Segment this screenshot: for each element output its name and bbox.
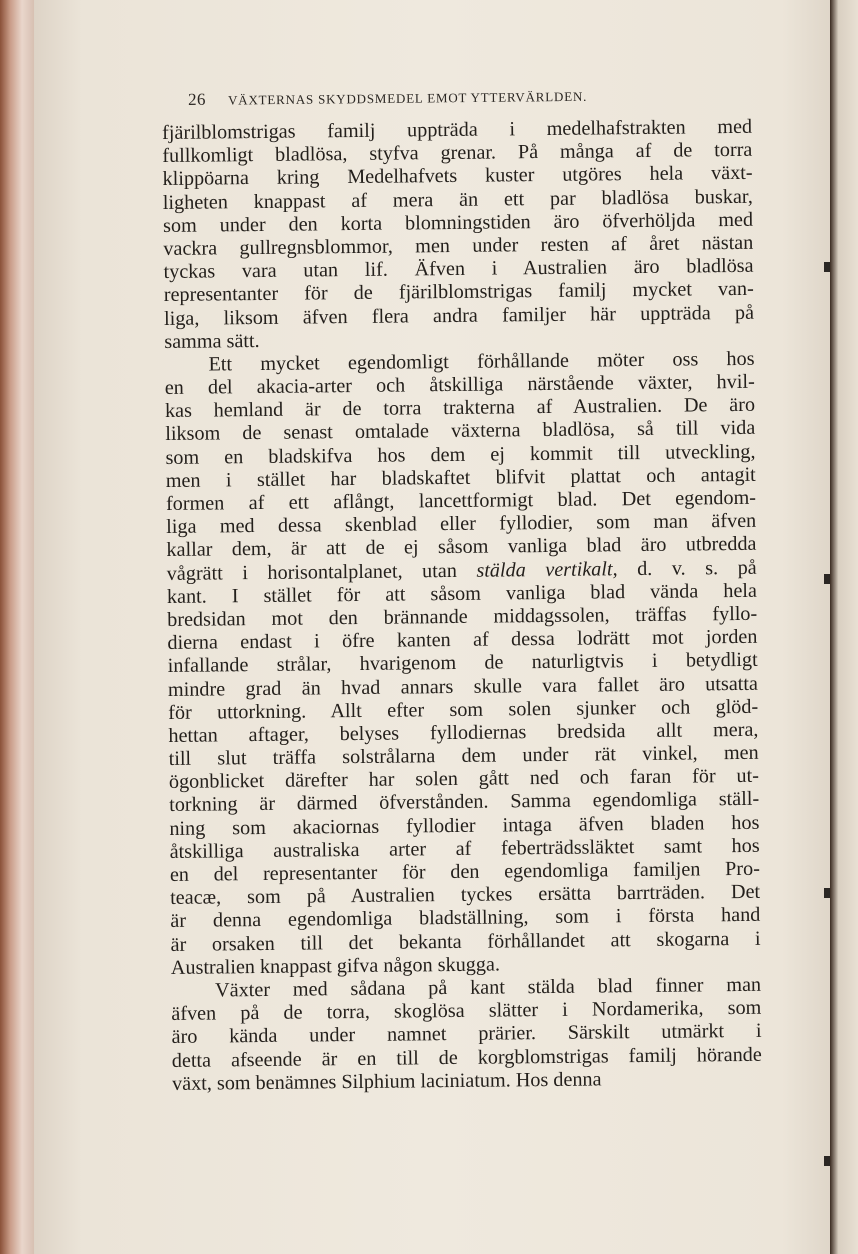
text-line-content: formen af ett aflångt, lancettformigt blad. Det egendom-	[165, 486, 757, 515]
text-line-content: hettan aftager, belyses fyllodiernas bredsida allt mera,	[168, 718, 759, 747]
text-line-content: fullkomligt bladlösa, styfva grenar. På många af de torra	[162, 139, 753, 168]
text-line-content: en del akacia-arter och åtskilliga närstående växter, hvil-	[164, 370, 755, 400]
text-line-content: representanter för de fjärilblomstrigas familj mycket van-	[163, 278, 754, 307]
text-line-content: Ett mycket egendomligt förhållande möter oss hos	[208, 347, 755, 376]
text-line-content: men i stället har bladskaftet blifvit plattat och antagit	[165, 463, 756, 492]
text-line-content: för uttorkning. Allt efter som solen sjunker och glöd-	[168, 695, 759, 724]
page-right-edge	[830, 0, 858, 1254]
book-spine-edge	[0, 0, 34, 1254]
text-line-content: som en bladskifva hos dem ej kommit till utveckling,	[165, 440, 756, 469]
text-line-content: samma sätt.	[164, 329, 260, 353]
text-line-content: kallar dem, är att de ej såsom vanliga blad äro utbredda	[166, 533, 757, 562]
text-line-content: liga med dessa skenblad eller fyllodier, som man äfven	[166, 509, 757, 539]
page-number: 26	[188, 89, 207, 109]
text-line-content: som under den korta blomningstiden äro öfverhöljda med	[162, 208, 754, 237]
text-line-content: klippöarna kring Medelhafvets kuster utgöres hela växt-	[162, 162, 753, 191]
text-line-content: detta afseende är en till de korgblomstrigas familj hörande	[171, 1043, 762, 1072]
margin-mark	[824, 888, 830, 898]
text-line-content: infallande strålar, hvarigenom de naturligtvis i betydligt	[167, 649, 758, 678]
text-line-content: teacæ, som på Australien tyckes ersätta barrträden. Det	[170, 880, 761, 910]
text-line-content: äro kända under namnet prärier. Särskilt utmärkt i	[171, 1020, 762, 1049]
text-line-content: fjärilblomstrigas familj uppträda i medelhafstrakten med	[162, 115, 753, 144]
text-line-content: ögonblicket därefter har solen gått ned och faran för ut-	[168, 765, 759, 794]
text-line-content: kas hemland är de torra trakterna af Australien. De äro	[164, 394, 756, 423]
margin-mark	[824, 574, 830, 584]
text-line-content: åtskilliga australiska arter af feberträdssläktet samt hos	[169, 834, 760, 863]
text-line-content: bredsidan mot den brännande middagssolen, träffas fyllo-	[167, 602, 758, 631]
running-title: VÄXTERNAS SKYDDSMEDEL EMOT YTTERVÄRLDEN.	[227, 88, 588, 108]
text-line-content: är orsaken till det bekanta förhållandet att skogarna i	[170, 927, 761, 956]
text-line-content: kant. I stället för att såsom vanliga blad vända hela	[166, 579, 758, 608]
text-line-content: en del representanter för den egendomliga familjen Pro-	[169, 857, 760, 886]
text-line-content: torkning är därmed öfverstånden. Samma egendomliga ställ-	[169, 788, 760, 817]
text-line-content: mindre grad än hvad annars skulle vara fallet äro utsatta	[167, 672, 759, 701]
margin-mark	[824, 262, 830, 272]
text-line-content: äfven på de torra, skoglösa slätter i Nordamerika, som	[171, 996, 762, 1026]
text-line-content: Australien knappast gifva någon skugga.	[170, 953, 501, 979]
text-line-content: vågrätt i horisontalplanet, utan	[166, 559, 477, 585]
text-line-content: ning som akaciornas fyllodier intaga äfven bladen hos	[169, 811, 760, 840]
body-text	[162, 116, 762, 1096]
text-line-content: till slut träffa solstrålarna dem under rät vinkel, men	[168, 741, 759, 771]
italic-emphasis: stälda vertikalt,	[476, 557, 618, 582]
text-line-content: ligheten knappast af mera än ett par bladlösa buskar,	[162, 185, 753, 214]
text-line-content: dierna endast i öfre kanten af dessa lodrätt mot jorden	[167, 625, 758, 655]
text-line-content: tyckas vara utan lif. Äfven i Australien äro bladlösa	[163, 254, 754, 284]
text-line-content: liksom de senast omtalade växterna bladlösa, så till vida	[165, 417, 756, 446]
text-line-tail: d. v. s. på	[617, 556, 757, 580]
text-line-content: Växter med sådana på kant stälda blad finner man	[214, 973, 762, 1002]
text-line-content: vackra gullregnsblommor, men under resten af året nästan	[163, 231, 754, 260]
text-line-content: liga, liksom äfven flera andra familjer här uppträda på	[163, 301, 755, 330]
text-line-content: är denna egendomliga bladställning, som i första hand	[170, 904, 761, 933]
text-line-content: växt, som benämnes Silphium laciniatum. Hos denna	[171, 1068, 602, 1095]
margin-mark	[824, 1156, 830, 1166]
